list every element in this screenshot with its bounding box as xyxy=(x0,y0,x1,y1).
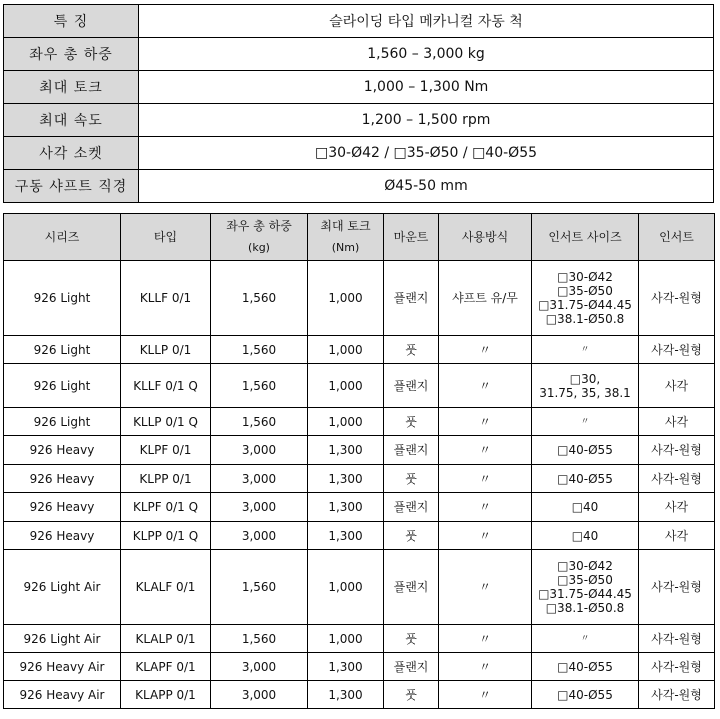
table-row xyxy=(4,681,715,709)
cell-torque: 1,300 xyxy=(308,653,384,681)
cell-insert-size xyxy=(532,522,639,550)
cell-insert-size xyxy=(532,465,639,493)
cell-load: 3,000 xyxy=(211,653,308,681)
cell-load: 1,560 xyxy=(211,261,308,336)
insert-size-line: □30-Ø42 xyxy=(557,559,613,573)
insert-size-line: □40-Ø55 xyxy=(557,471,613,486)
cell-series: 926 Heavy xyxy=(4,436,121,465)
insert-size-line: □40 xyxy=(571,500,599,514)
cell-torque: 1,000 xyxy=(308,336,384,364)
insert-size-line: □40-Ø55 xyxy=(557,687,613,702)
series-table-body xyxy=(4,261,715,709)
cell-mount: 풋 xyxy=(384,465,439,493)
cell-type: KLLF 0/1 Q xyxy=(121,364,211,408)
cell-type: KLALF 0/1 xyxy=(121,550,211,625)
cell-insert: 사각-원형 xyxy=(639,550,715,625)
table-row xyxy=(4,336,715,364)
cell-series: 926 Heavy Air xyxy=(4,653,121,681)
series-table xyxy=(3,213,715,709)
table-row xyxy=(4,465,715,493)
cell-series: 926 Light xyxy=(4,408,121,436)
spec-table-body xyxy=(4,5,714,203)
insert-size-line: □35-Ø50 xyxy=(557,284,613,298)
cell-usage: 〃 xyxy=(439,493,532,522)
cell-load: 3,000 xyxy=(211,465,308,493)
cell-load: 3,000 xyxy=(211,436,308,465)
insert-size-line: □38.1-Ø50.8 xyxy=(545,601,625,615)
col-header-mount: 마운트 xyxy=(384,214,439,261)
cell-torque: 1,300 xyxy=(308,493,384,522)
cell-usage: 〃 xyxy=(439,336,532,364)
cell-mount: 플랜지 xyxy=(384,493,439,522)
cell-usage: 〃 xyxy=(439,550,532,625)
spec-row xyxy=(4,71,714,104)
cell-insert: 사각-원형 xyxy=(639,625,715,653)
cell-insert: 사각-원형 xyxy=(639,681,715,709)
cell-type: KLLF 0/1 xyxy=(121,261,211,336)
cell-usage: 샤프트 유/무 xyxy=(439,261,532,336)
cell-insert-size xyxy=(532,364,639,408)
insert-size-line: □31.75-Ø44.45 xyxy=(538,298,632,312)
cell-mount: 풋 xyxy=(384,522,439,550)
insert-size-line: 31.75, 35, 38.1 xyxy=(539,385,631,400)
cell-mount: 플랜지 xyxy=(384,364,439,408)
col-header-torque-label: 최대 토크 xyxy=(320,219,371,233)
col-header-load-label: 좌우 총 하중 xyxy=(226,219,292,233)
cell-mount: 플랜지 xyxy=(384,261,439,336)
spec-header-value: 슬라이딩 타입 메카니컬 자동 척 xyxy=(139,5,714,38)
table-row xyxy=(4,408,715,436)
cell-torque: 1,000 xyxy=(308,550,384,625)
spec-label: 최대 토크 xyxy=(4,71,139,104)
cell-series: 926 Light Air xyxy=(4,550,121,625)
cell-insert: 사각-원형 xyxy=(639,653,715,681)
cell-insert-size xyxy=(532,681,639,709)
spec-header-row xyxy=(4,5,714,38)
cell-type: KLAPP 0/1 xyxy=(121,681,211,709)
cell-insert: 사각 xyxy=(639,522,715,550)
cell-usage: 〃 xyxy=(439,436,532,465)
table-row xyxy=(4,653,715,681)
cell-mount: 풋 xyxy=(384,336,439,364)
cell-load: 1,560 xyxy=(211,550,308,625)
cell-insert-size xyxy=(532,550,639,625)
spec-value: 1,560 – 3,000 kg xyxy=(139,38,714,71)
col-header-series: 시리즈 xyxy=(4,214,121,261)
spec-value: Ø45-50 mm xyxy=(139,170,714,203)
cell-series: 926 Heavy xyxy=(4,465,121,493)
spec-label: 구동 샤프트 직경 xyxy=(4,170,139,203)
spec-label: 좌우 총 하중 xyxy=(4,38,139,71)
cell-type: KLPP 0/1 Q xyxy=(121,522,211,550)
cell-usage: 〃 xyxy=(439,364,532,408)
cell-torque: 1,300 xyxy=(308,681,384,709)
cell-load: 3,000 xyxy=(211,493,308,522)
cell-usage: 〃 xyxy=(439,465,532,493)
cell-load: 1,560 xyxy=(211,336,308,364)
insert-size-line: □35-Ø50 xyxy=(557,573,613,587)
cell-series: 926 Light xyxy=(4,364,121,408)
cell-torque: 1,000 xyxy=(308,261,384,336)
cell-insert-size xyxy=(532,653,639,681)
spec-label: 사각 소켓 xyxy=(4,137,139,170)
spec-value: □30-Ø42 / □35-Ø50 / □40-Ø55 xyxy=(139,137,714,170)
cell-load: 3,000 xyxy=(211,522,308,550)
cell-series: 926 Light xyxy=(4,336,121,364)
table-row xyxy=(4,522,715,550)
table-row xyxy=(4,364,715,408)
spec-row xyxy=(4,137,714,170)
cell-mount: 풋 xyxy=(384,625,439,653)
cell-usage: 〃 xyxy=(439,681,532,709)
cell-insert: 사각-원형 xyxy=(639,336,715,364)
cell-torque: 1,300 xyxy=(308,522,384,550)
cell-load: 1,560 xyxy=(211,364,308,408)
insert-size-line: 〃 xyxy=(580,344,590,355)
cell-series: 926 Heavy xyxy=(4,493,121,522)
cell-torque: 1,000 xyxy=(308,408,384,436)
table-row xyxy=(4,493,715,522)
cell-insert-size xyxy=(532,493,639,522)
cell-series: 926 Light xyxy=(4,261,121,336)
cell-usage: 〃 xyxy=(439,408,532,436)
cell-insert-size xyxy=(532,625,639,653)
cell-mount: 플랜지 xyxy=(384,653,439,681)
spec-header-label: 특 징 xyxy=(4,5,139,38)
table-row xyxy=(4,436,715,465)
spec-row xyxy=(4,104,714,137)
series-header-row xyxy=(4,214,715,261)
cell-type: KLLP 0/1 Q xyxy=(121,408,211,436)
cell-insert: 사각-원형 xyxy=(639,465,715,493)
cell-type: KLPP 0/1 xyxy=(121,465,211,493)
cell-load: 3,000 xyxy=(211,681,308,709)
insert-size-line: □40-Ø55 xyxy=(557,659,613,674)
cell-load: 1,560 xyxy=(211,625,308,653)
insert-size-line: 〃 xyxy=(580,633,590,644)
cell-series: 926 Heavy Air xyxy=(4,681,121,709)
spec-row xyxy=(4,38,714,71)
cell-type: KLALP 0/1 xyxy=(121,625,211,653)
cell-type: KLAPF 0/1 xyxy=(121,653,211,681)
cell-type: KLPF 0/1 Q xyxy=(121,493,211,522)
cell-type: KLLP 0/1 xyxy=(121,336,211,364)
col-header-type: 타입 xyxy=(121,214,211,261)
table-row xyxy=(4,550,715,625)
cell-load: 1,560 xyxy=(211,408,308,436)
cell-insert: 사각-원형 xyxy=(639,261,715,336)
cell-insert: 사각 xyxy=(639,493,715,522)
insert-size-line: □40 xyxy=(571,528,599,543)
table-row xyxy=(4,261,715,336)
insert-size-line: □30-Ø42 xyxy=(557,270,613,284)
cell-torque: 1,300 xyxy=(308,465,384,493)
cell-usage: 〃 xyxy=(439,625,532,653)
col-header-torque xyxy=(308,214,384,261)
spec-value: 1,000 – 1,300 Nm xyxy=(139,71,714,104)
table-row xyxy=(4,625,715,653)
cell-series: 926 Light Air xyxy=(4,625,121,653)
insert-size-line: □30, xyxy=(569,371,601,386)
insert-size-line: □38.1-Ø50.8 xyxy=(545,312,625,326)
cell-insert: 사각 xyxy=(639,364,715,408)
cell-insert-size xyxy=(532,336,639,364)
spec-row xyxy=(4,170,714,203)
insert-size-line: □31.75-Ø44.45 xyxy=(538,587,632,601)
col-header-insert: 인서트 xyxy=(639,214,715,261)
cell-torque: 1,000 xyxy=(308,364,384,408)
cell-mount: 풋 xyxy=(384,681,439,709)
cell-mount: 플랜지 xyxy=(384,436,439,465)
cell-mount: 플랜지 xyxy=(384,550,439,625)
cell-torque: 1,000 xyxy=(308,625,384,653)
cell-mount: 풋 xyxy=(384,408,439,436)
cell-series: 926 Heavy xyxy=(4,522,121,550)
spec-value: 1,200 – 1,500 rpm xyxy=(139,104,714,137)
cell-insert-size xyxy=(532,436,639,465)
cell-insert-size xyxy=(532,408,639,436)
cell-usage: 〃 xyxy=(439,653,532,681)
col-header-insert-size: 인서트 사이즈 xyxy=(532,214,639,261)
spec-table xyxy=(3,4,714,203)
col-header-usage: 사용방식 xyxy=(439,214,532,261)
cell-insert-size xyxy=(532,261,639,336)
cell-torque: 1,300 xyxy=(308,436,384,465)
cell-type: KLPF 0/1 xyxy=(121,436,211,465)
cell-insert: 사각 xyxy=(639,408,715,436)
insert-size-line: 〃 xyxy=(580,416,590,427)
cell-usage: 〃 xyxy=(439,522,532,550)
col-header-load-unit: (kg) xyxy=(248,241,270,254)
spec-label: 최대 속도 xyxy=(4,104,139,137)
col-header-load xyxy=(211,214,308,261)
col-header-torque-unit: (Nm) xyxy=(331,241,360,254)
cell-insert: 사각-원형 xyxy=(639,436,715,465)
insert-size-line: □40-Ø55 xyxy=(557,443,613,457)
